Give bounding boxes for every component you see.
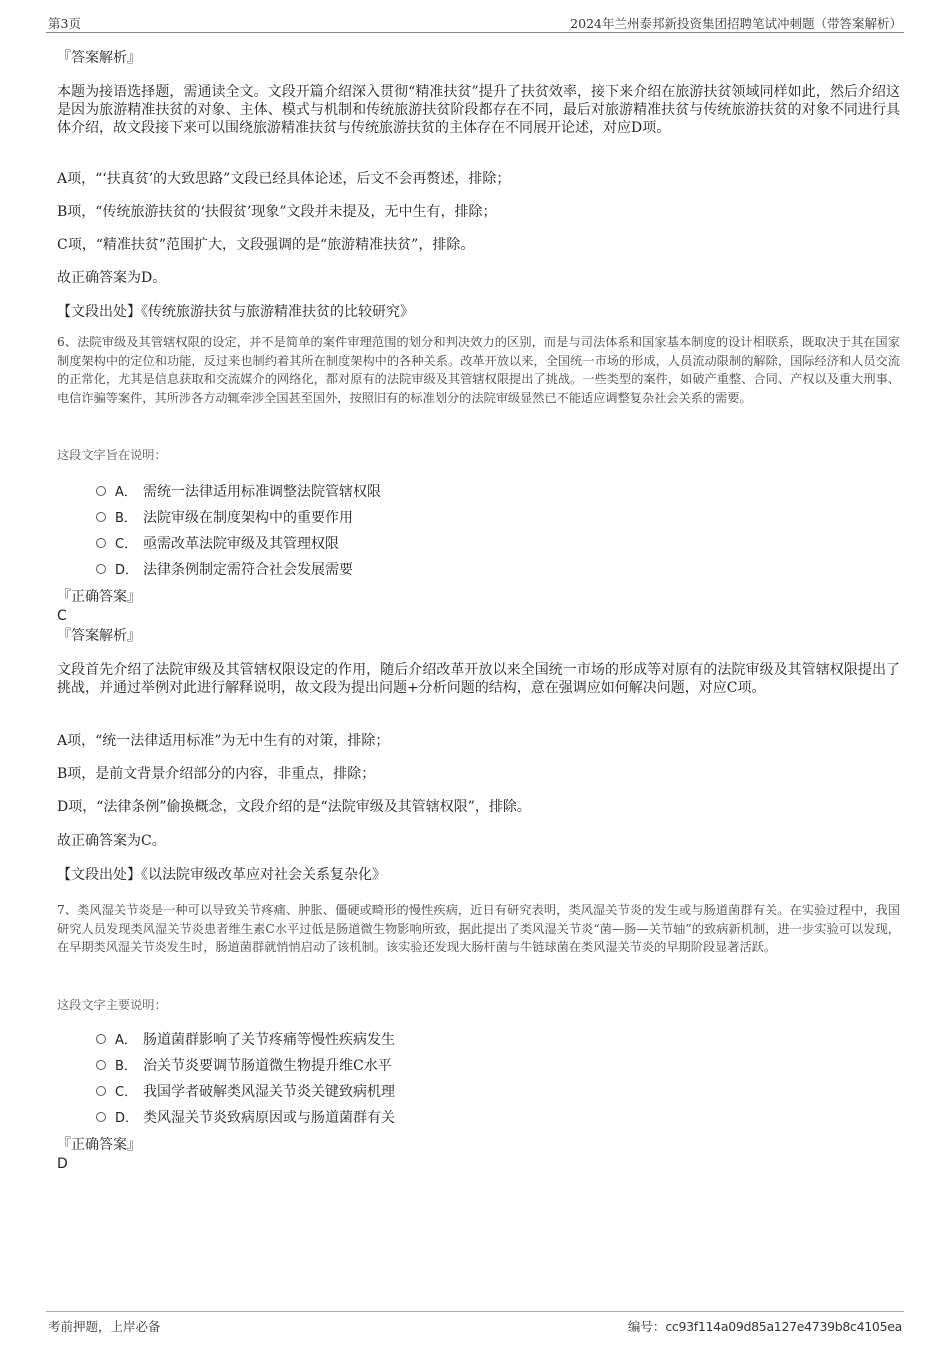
radio-icon[interactable]: [96, 1034, 106, 1044]
question-7-option-a[interactable]: [96, 1031, 395, 1050]
radio-icon[interactable]: [96, 1086, 106, 1096]
question-6-option-b[interactable]: [96, 509, 353, 528]
option-d-explanation: D项，“法律条例”偷换概念，文段介绍的是“法院审级及其管辖权限”，排除。: [57, 799, 531, 815]
radio-icon[interactable]: [96, 1112, 106, 1122]
correct-answer: D: [57, 1156, 68, 1172]
option-text: 治关节炎要调节肠道微生物提升维C水平: [143, 1058, 392, 1074]
conclusion: 故正确答案为C。: [57, 833, 166, 849]
answer-label: 『正确答案』: [57, 589, 141, 605]
question-7-option-b[interactable]: [96, 1057, 392, 1076]
source-citation: 【文段出处】《传统旅游扶贫与旅游精准扶贫的比较研究》: [57, 304, 414, 320]
option-text: 需统一法律适用标准调整法院管辖权限: [143, 484, 381, 500]
option-a-explanation: A项，“统一法律适用标准”为无中生有的对策，排除；: [57, 733, 390, 749]
question-6-option-d[interactable]: [96, 561, 353, 580]
question-7-option-c[interactable]: [96, 1083, 395, 1102]
radio-icon[interactable]: [96, 538, 106, 548]
option-text: 肠道菌群影响了关节疼痛等慢性疾病发生: [143, 1032, 395, 1048]
document-id: [628, 1317, 902, 1335]
analysis-text: 本题为接语选择题，需通读全文。文段开篇介绍深入贯彻“精准扶贫”提升了扶贫效率，接下来介绍在旅游扶贫领域同样如此，然后介绍这是因为旅游精准扶贫的对象、主体、模式与机制和传统旅游扶贫阶段都存在不同，最后对旅游精准扶贫与传统旅游扶贫的对象不同进行具体介绍，故文段接下来可以围绕旅游精准扶贫与传统旅游扶贫的主体存在不同展开论述，对应D项。: [57, 84, 900, 136]
option-text: 类风湿关节炎致病原因或与肠道菌群有关: [143, 1110, 395, 1126]
page-header: [46, 14, 904, 33]
option-key: B．: [115, 511, 137, 526]
option-key: A．: [115, 1033, 137, 1048]
question-6-prompt: 这段文字旨在说明：: [57, 448, 167, 462]
question-7-option-d[interactable]: [96, 1109, 395, 1128]
option-c-explanation: C项，“精准扶贫”范围扩大，文段强调的是“旅游精准扶贫”，排除。: [57, 237, 475, 253]
radio-icon[interactable]: [96, 564, 106, 574]
source-citation: 【文段出处】《以法院审级改革应对社会关系复杂化》: [57, 867, 386, 883]
analysis-label: 『答案解析』: [57, 628, 141, 644]
option-key: C．: [115, 537, 138, 552]
option-key: D．: [115, 563, 139, 578]
option-b-explanation: B项，是前文背景介绍部分的内容，非重点，排除；: [57, 766, 376, 782]
conclusion: 故正确答案为D。: [57, 270, 167, 286]
answer-label: 『正确答案』: [57, 1137, 141, 1153]
document-id-label: 编号：: [627, 1319, 666, 1334]
option-key: B．: [115, 1059, 137, 1074]
analysis-label: 『答案解析』: [57, 50, 141, 66]
analysis-text: 文段首先介绍了法院审级及其管辖权限设定的作用，随后介绍改革开放以来全国统一市场的形成等对原有的法院审级及其管辖权限提出了挑战，并通过举例对此进行解释说明，故文段为提出问题+分析问题的结构，意在强调应如何解决问题，对应C项。: [57, 662, 900, 696]
option-text: 亟需改革法院审级及其管理权限: [143, 536, 339, 552]
document-title: 2024年兰州泰邦新投资集团招聘笔试冲刺题（带答案解析）: [570, 16, 902, 31]
document-id-value: cc93f114a09d85a127e4739b8c4105ea: [665, 1319, 902, 1334]
radio-icon[interactable]: [96, 1060, 106, 1070]
option-key: D．: [115, 1111, 139, 1126]
question-7-text: 7、类风湿关节炎是一种可以导致关节疼痛、肿胀、僵硬或畸形的慢性疾病，近日有研究表明，类风湿关节炎的发生或与肠道菌群有关。在实验过程中，我国研究人员发现类风湿关节炎患者维生素C水平过低是肠道微生物影响所致，据此提出了类风湿关节炎“菌—肠—关节轴”的致病新机制，进一步实验可以发现，在早期类风湿关节炎发生时，肠道菌群就悄悄启动了该机制。该实验还发现大肠杆菌与牛链球菌在类风湿关节炎的早期阶段显著活跃。: [57, 903, 900, 955]
option-text: 我国学者破解类风湿关节炎关键致病机理: [143, 1084, 395, 1100]
option-b-explanation: B项，“传统旅游扶贫的‘扶假贫’现象”文段并未提及，无中生有，排除；: [57, 204, 497, 220]
correct-answer: C: [57, 608, 67, 624]
option-key: C．: [115, 1085, 138, 1100]
question-6-text: 6、法院审级及其管辖权限的设定，并不是简单的案件审理范围的划分和判决效力的区别，而是与司法体系和国家基本制度的设计相联系，既取决于其在国家制度架构中的定位和功能，反过来也制约着其所在制度架构中的各种关系。改革开放以来，全国统一市场的形成，人员流动限制的解除，国际经济和人员交流的正常化，尤其是信息获取和交流媒介的网络化，都对原有的法院审级及其管辖权限提出了挑战。一些类型的案件，如破产重整、合同、产权以及重大刑事、电信诈骗等案件，其所涉各方动辄牵涉全国甚至国外，按照旧有的标准划分的法院审级显然已不能适应调整复杂社会关系的需要。: [57, 335, 900, 405]
question-7-prompt: 这段文字主要说明：: [57, 998, 167, 1012]
radio-icon[interactable]: [96, 486, 106, 496]
option-a-explanation: A项，“‘扶真贫’的大致思路”文段已经具体论述，后文不会再赘述，排除；: [57, 171, 511, 187]
question-6-option-a[interactable]: [96, 483, 381, 502]
footer-slogan: 考前押题，上岸必备: [48, 1319, 161, 1334]
option-text: 法律条例制定需符合社会发展需要: [143, 562, 353, 578]
question-6-option-c[interactable]: [96, 535, 339, 554]
option-key: A．: [115, 485, 137, 500]
option-text: 法院审级在制度架构中的重要作用: [143, 510, 353, 526]
page-footer: [46, 1311, 904, 1338]
radio-icon[interactable]: [96, 512, 106, 522]
page-number: 第3页: [48, 16, 81, 31]
